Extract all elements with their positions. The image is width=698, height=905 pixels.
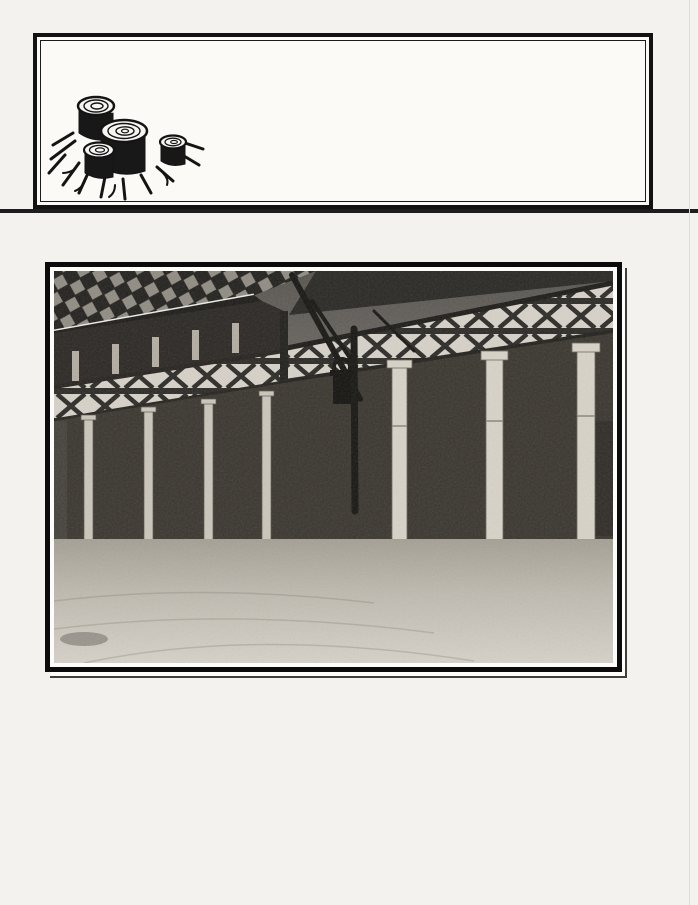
issue-bar bbox=[0, 219, 698, 241]
horizontal-rule bbox=[0, 209, 698, 213]
cover-photo bbox=[45, 262, 622, 672]
ancestor-names-arc bbox=[37, 37, 649, 205]
masthead-box bbox=[33, 33, 653, 209]
scan-edge-artifact bbox=[689, 0, 690, 905]
